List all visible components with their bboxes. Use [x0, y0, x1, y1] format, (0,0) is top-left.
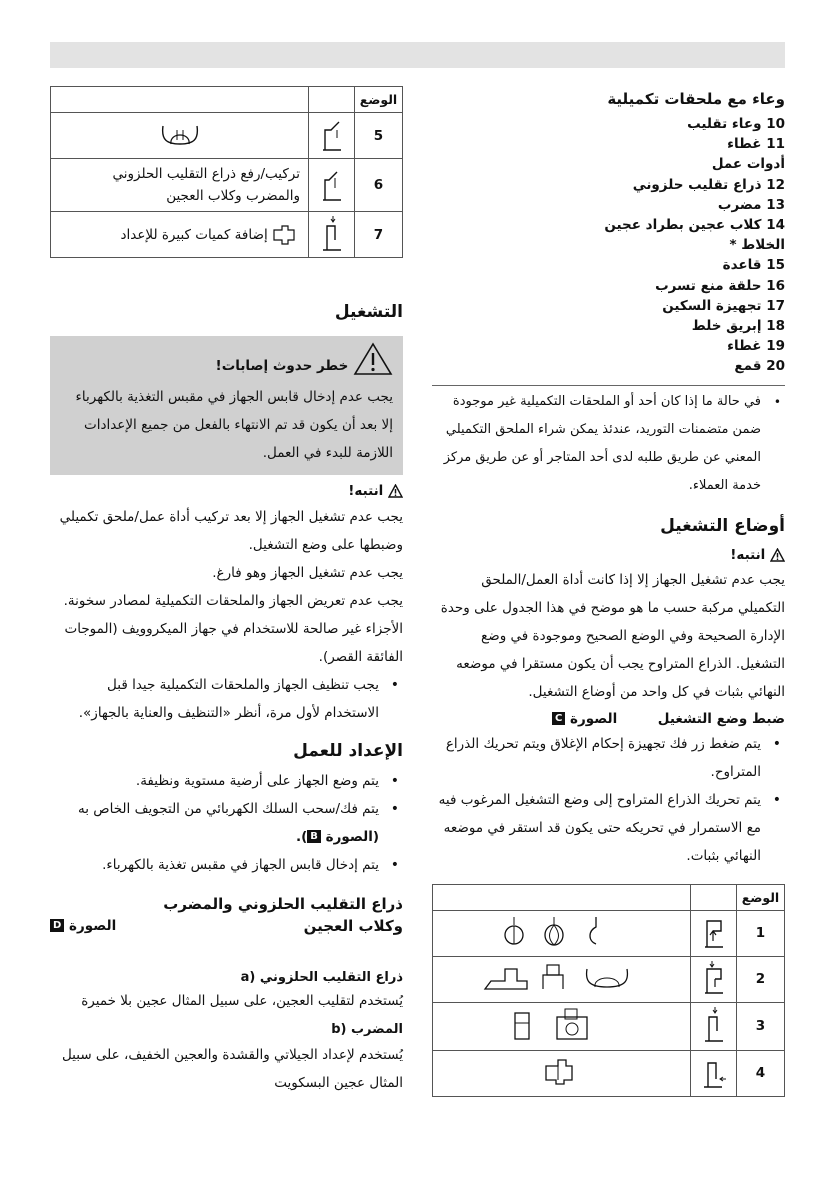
accessories-list	[432, 114, 785, 377]
caution-label: انتبه!	[730, 546, 766, 563]
blender-attach-icon	[507, 1007, 617, 1041]
arm-up-icon	[701, 913, 727, 949]
set-mode-heading	[432, 708, 785, 730]
caution-label: انتبه!	[348, 483, 384, 499]
whisk-text: يُستخدم لإعداد الجيلاتي والقشدة والعجين الخفيف، على سبيل المثال عجين البسكويت	[61, 1047, 403, 1091]
mixing-title: ذراع التقليب الحلزوني والمضرب	[163, 895, 403, 913]
operation-title: التشغيل	[334, 302, 403, 322]
danger-label: خطر حدوث إصابات!	[215, 358, 349, 374]
clean-bullet: • يجب تنظيف الجهاز والملحقات التكميلية جيدا قبل الاستخدام لأول مرة، أنظر «التنظيف والعناية بالجهاز».	[50, 671, 403, 727]
danger-heading	[60, 342, 393, 383]
whisk-title: المضرب (b	[331, 1022, 403, 1037]
list-item: 11 غطاء	[727, 136, 785, 153]
mode-text: إضافة كميات كبيرة للإعداد	[120, 226, 268, 243]
mode-number: 6	[355, 159, 403, 212]
modes-title: أوضاع التشغيل	[660, 515, 785, 536]
arm-vertical-icon	[701, 1005, 727, 1043]
figure-letter: C	[552, 712, 565, 725]
table-row	[433, 910, 785, 956]
danger-box	[50, 336, 403, 475]
bowl-icon	[157, 120, 203, 148]
list-item: 15 قاعدة	[722, 257, 785, 274]
whisk-tools-icon	[502, 915, 622, 947]
accessories-note: • في حالة ما إذا كان أحد أو الملحقات التكميلية غير موجودة ضمن متضمنات التوريد، عندئذ يمكن شراء الملحق التكميلي المعني عن طريق طلبه لدى أحد المتاجر أو عن طريق مركز خدمة العملاء.	[432, 388, 785, 500]
mode-text: تركيب/رفع ذراع التقليب الحلزوني والمضرب وكلاب العجين	[51, 159, 309, 212]
set-mode-bullet-1: • يتم ضغط زر فك تجهيزة إحكام الإغلاق ويتم تحريك الذراع المتراوح.	[432, 730, 785, 786]
table-row	[433, 956, 785, 1002]
danger-text: يجب عدم إدخال قابس الجهاز في مقبس التغذية بالكهرباء إلا بعد أن يكون قد تم الانتهاء بالفعل من جميع الإعدادات اللازمة للبدء في العمل.	[75, 389, 393, 461]
caution-line: يجب عدم تشغيل الجهاز وهو فارغ.	[212, 565, 403, 581]
figure-ref	[296, 829, 379, 845]
modes-caution-text: يجب عدم تشغيل الجهاز إلا إذا كانت أداة العمل/الملحق التكميلي مركبة حسب ما هو موضح في هذا الجدول على وحدة الإدارة الصحيحة وفي الوضع الصحيح وموجودة في وضع التشغيل. الذراع المتراوح يجب أن يكون مستقرا في موضعه النهائي بثبات في كل واحد من أوضاع التشغيل.	[440, 571, 785, 700]
positions-table	[50, 86, 403, 258]
mixing-title-row	[50, 915, 403, 937]
danger-icon	[353, 342, 393, 376]
warning-icon	[388, 484, 403, 498]
figure-label: الصورة	[69, 918, 117, 934]
arm-down-icon	[701, 959, 727, 995]
tools-title: أدوات عمل	[711, 156, 785, 173]
figure-letter: D	[50, 919, 64, 932]
table-row	[51, 212, 403, 258]
figure-ref	[552, 708, 617, 730]
figure-close: ).	[295, 829, 308, 845]
prep-bullet-text: يتم فك/سحب السلك الكهربائي من التجويف الخاص به	[77, 801, 379, 817]
mode-number: 2	[737, 956, 785, 1002]
set-mode-bullet-2: • يتم تحريك الذراع المتراوح إلى وضع التشغيل المرغوب فيه مع الاستمرار في تحريكه حتى يكون قد استقر في موضعه النهائي بثبات.	[432, 786, 785, 870]
modes-caution	[432, 544, 785, 566]
table-header-row	[433, 884, 785, 910]
arm-tilted-icon	[319, 116, 345, 152]
set-mode-title: ضبط وضع التشغيل	[657, 710, 785, 727]
list-item: 18 إبريق خلط	[691, 318, 785, 335]
table-header-cell: الوضع	[355, 87, 403, 113]
prep-bullet: • يتم إدخال قابس الجهاز في مقبس تغذية بالكهرباء.	[50, 851, 403, 879]
table-row	[51, 159, 403, 212]
table-row	[433, 1002, 785, 1050]
mode-number: 1	[737, 910, 785, 956]
prep-bullet: • يتم وضع الجهاز على أرضية مستوية ونظيفة.	[50, 767, 403, 795]
left-column	[50, 86, 403, 1097]
large-quantity-icon	[272, 224, 300, 246]
modes-table	[432, 884, 785, 1097]
figure-ref	[50, 915, 116, 937]
right-column	[432, 86, 785, 1097]
table-header-cell: الوضع	[737, 884, 785, 910]
mode-number: 5	[355, 113, 403, 159]
header-bar	[50, 42, 785, 68]
mixing-title-2: وكلاب العجين	[303, 917, 403, 935]
attachments-icon	[477, 961, 647, 993]
table-row	[433, 1050, 785, 1096]
spiral-hook-title: ذراع التقليب الحلزوني (a	[240, 970, 403, 985]
list-item: 12 ذراع تقليب حلزوني	[632, 176, 785, 193]
warning-icon	[770, 548, 785, 562]
list-item: 20 قمع	[734, 358, 785, 375]
spiral-hook-text: يُستخدم لتقليب العجين، على سبيل المثال عجين بلا خميرة	[81, 993, 403, 1009]
arm-side-icon	[700, 1053, 728, 1089]
operation-caution	[50, 479, 403, 503]
table-row	[51, 113, 403, 159]
figure-letter: B	[307, 830, 321, 843]
caution-line: يجب عدم تشغيل الجهاز إلا بعد تركيب أداة عمل/ملحق تكميلي وضبطها على وضع التشغيل.	[59, 509, 403, 553]
caution-line: يجب عدم تعريض الجهاز والملحقات التكميلية لمصادر سخونة. الأجزاء غير صالحة للاستخدام في جهاز الميكروويف (الموجات الفائقة القصر).	[63, 593, 403, 665]
mode-number: 3	[737, 1002, 785, 1050]
divider	[432, 385, 785, 386]
list-item: 19 غطاء	[727, 338, 785, 355]
blender-title: الخلاط *	[729, 237, 785, 254]
large-quantity-icon	[542, 1056, 582, 1086]
arm-vertical-icon	[319, 214, 345, 252]
figure-label: (الصورة	[325, 829, 379, 845]
prep-title: الإعداد للعمل	[293, 741, 403, 761]
list-item: 13 مضرب	[717, 196, 785, 213]
mode-number: 7	[355, 212, 403, 258]
accessories-title: وعاء مع ملحقات تكميلية	[607, 90, 785, 108]
arm-raised-icon	[319, 164, 345, 202]
list-item: 10 وعاء تقليب	[687, 116, 785, 132]
list-item: 16 حلقة منع تسرب	[655, 277, 785, 294]
table-header-row	[51, 87, 403, 113]
figure-label: الصورة	[570, 710, 618, 727]
mode-number: 4	[737, 1050, 785, 1096]
list-item: 14 كلاب عجين بطراد عجين	[604, 217, 785, 234]
prep-bullet-cable	[50, 795, 403, 851]
list-item: 17 تجهيزة السكين	[662, 297, 785, 314]
